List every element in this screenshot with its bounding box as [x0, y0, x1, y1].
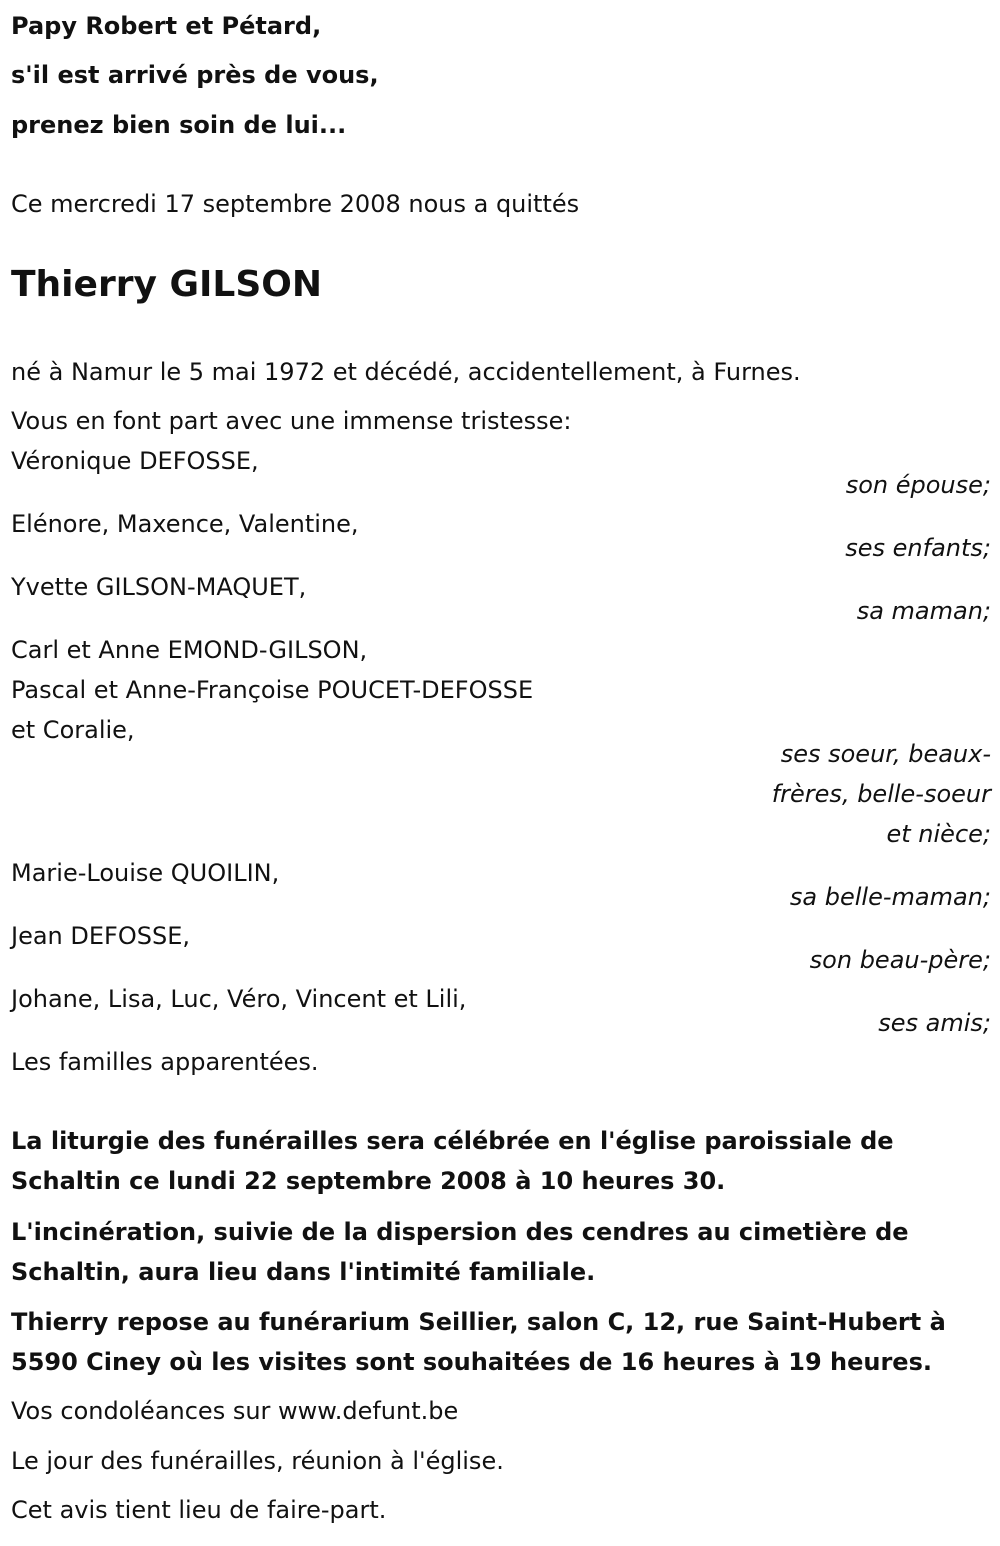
- visitation-line-1: Thierry repose au funérarium Seillier, salon C, 12, rue Saint-Hubert à: [11, 1308, 946, 1336]
- family-relation-mother: sa maman;: [856, 597, 991, 625]
- intro-line-3: prenez bien soin de lui...: [11, 111, 347, 139]
- family-relation-siblings-line-2: frères, belle-soeur: [771, 780, 991, 808]
- family-names-friends: Johane, Lisa, Luc, Véro, Vincent et Lili,: [11, 985, 467, 1013]
- announced-by: Vous en font part avec une immense tristesse:: [11, 407, 572, 435]
- deceased-name: Thierry GILSON: [11, 264, 322, 305]
- family-relation-mother-in-law: sa belle-maman;: [789, 883, 991, 911]
- funeral-liturgy-line-1: La liturgie des funérailles sera célébrée en l'église paroissiale de: [11, 1127, 894, 1155]
- family-relation-siblings-line-1: ses soeur, beaux-: [780, 740, 991, 768]
- announcement: Ce mercredi 17 septembre 2008 nous a quittés: [11, 190, 580, 218]
- intro-line-2: s'il est arrivé près de vous,: [11, 61, 379, 89]
- family-names-mother-in-law: Marie-Louise QUOILIN,: [11, 859, 280, 887]
- funeral-liturgy-line-2: Schaltin ce lundi 22 septembre 2008 à 10 heures 30.: [11, 1167, 726, 1195]
- visitation-line-2: 5590 Ciney où les visites sont souhaitées de 16 heures à 19 heures.: [11, 1348, 932, 1376]
- birth-death: né à Namur le 5 mai 1972 et décédé, accidentellement, à Furnes.: [11, 358, 801, 386]
- family-names-spouse: Véronique DEFOSSE,: [11, 447, 259, 475]
- family-relation-father-in-law: son beau-père;: [809, 946, 991, 974]
- family-relation-siblings-line-3: et nièce;: [886, 820, 991, 848]
- family-names-siblings-line-1: Carl et Anne EMOND-GILSON,: [11, 636, 368, 664]
- family-names-father-in-law: Jean DEFOSSE,: [11, 922, 190, 950]
- families-related: Les familles apparentées.: [11, 1048, 319, 1076]
- funeral-meeting-line: Le jour des funérailles, réunion à l'église.: [11, 1447, 504, 1475]
- family-names-mother: Yvette GILSON-MAQUET,: [11, 573, 307, 601]
- intro-line-1: Papy Robert et Pétard,: [11, 12, 322, 40]
- family-relation-friends: ses amis;: [878, 1009, 991, 1037]
- cremation-line-1: L'incinération, suivie de la dispersion des cendres au cimetière de: [11, 1218, 909, 1246]
- family-relation-children: ses enfants;: [845, 534, 991, 562]
- condolences-line: Vos condoléances sur www.defunt.be: [11, 1397, 459, 1425]
- family-names-children: Elénore, Maxence, Valentine,: [11, 510, 359, 538]
- family-names-siblings-line-3: et Coralie,: [11, 716, 135, 744]
- family-names-siblings-line-2: Pascal et Anne-Françoise POUCET-DEFOSSE: [11, 676, 534, 704]
- notice-statement: Cet avis tient lieu de faire-part.: [11, 1496, 387, 1524]
- family-relation-spouse: son épouse;: [845, 471, 991, 499]
- cremation-line-2: Schaltin, aura lieu dans l'intimité familiale.: [11, 1258, 596, 1286]
